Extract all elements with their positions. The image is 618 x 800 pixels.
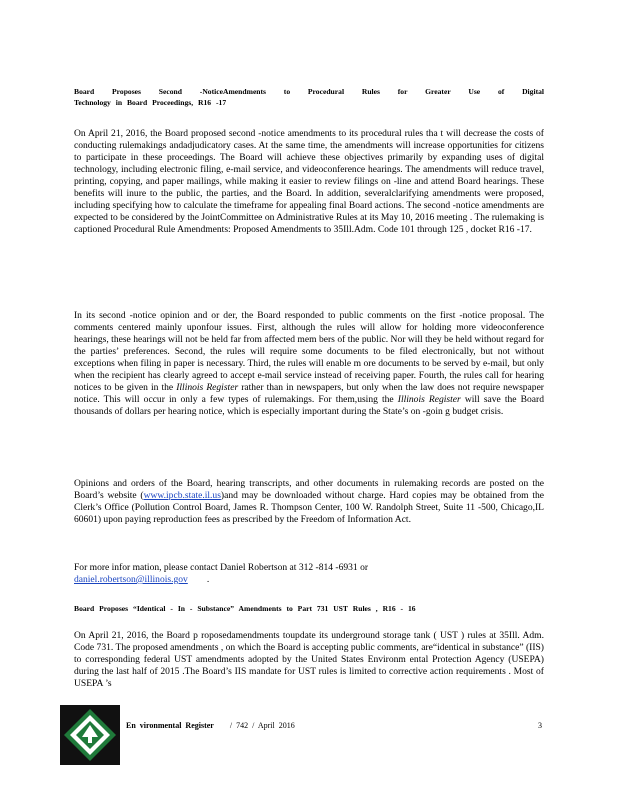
board-website-link[interactable]: www.ipcb.state.il.us — [143, 490, 221, 501]
illinois-register-italic-2: Illinois Register — [397, 394, 461, 405]
para4-text-b: . — [206, 574, 210, 585]
section1-paragraph-4 — [74, 562, 544, 586]
illinois-pcb-logo-icon — [60, 705, 120, 765]
para3-text-b: )and may be downloaded without charge. Hard copies may be obtained from the Clerk’s Office (Pollution Control Board, James R. Thompson Center, 100 W. Randolph Street, Suite 11 -500, Chicago,IL 60601) upon paying reproduction fees as prescribed by the Freedom of Information Act. — [74, 490, 544, 525]
para2-text-b: rather than in newspapers, but only when the law does not require newspaper notice. This will occur in only a few types of rulemakings. For them,using the — [74, 382, 544, 405]
contact-email-link[interactable]: daniel.robertson@illinois.gov — [74, 574, 188, 585]
page-number: 3 — [538, 721, 542, 730]
para4-text-a: For more infor mation, please contact Daniel Robertson at 312 -814 -6931 or — [74, 562, 369, 573]
illinois-register-italic-1: Illinois Register — [176, 382, 239, 393]
section2-paragraph-1: On April 21, 2016, the Board p roposedamendments toupdate its underground storage tank ( UST ) rules at 35Ill. Adm. Code 731. The proposed amendments , on which the Board is accepting public comments, are“identical in substance” (IIS) to corresponding federal UST amendments adopted by the United States Environm ental Protection Agency (USEPA) during the last half of 2015 .The Board’s IIS mandate for UST rules is limited to corrective action requirements . Most of USEPA ’s — [74, 630, 544, 689]
section1-paragraph-1: On April 21, 2016, the Board proposed second -notice amendments to its procedural rules tha t will decrease the costs of conducting rulemakings andadjudicatory cases. At the same time, the amendments will increase opportunities for citizens to participate in these proceedings. The Board will achieve these objectives primarily by expanding uses of digital technology, including electronic filing, e-mail service, and videoconference hearings. The amendments will reduce travel, printing, copying, and paper mailings, while making it easier to review filings on -line and attend Board hearings. These benefits will inure to the public, the parties, and the Board. In addition, severalclarifying amendments were proposed, including specifying how to calculate the timeframe for appealing final Board actions. The second -notice amendments are expected to be considered by the JointCommittee on Administrative Rules at its May 10, 2016 meeting . The rulemaking is captioned Procedural Rule Amendments: Proposed Amendments to 35Ill.Adm. Code 101 through 125 , docket R16 -17. — [74, 128, 544, 235]
section2-heading: Board Proposes “Identical - In - Substance” Amendments to Part 731 UST Rules , R16 - 16 — [74, 604, 416, 613]
page-footer — [60, 705, 550, 770]
section1-paragraph-2 — [74, 310, 544, 418]
para3-text-a: Opinions and orders of the Board, hearing transcripts, and other documents in rulemaking records are posted on the Board’s website ( — [74, 478, 544, 501]
section1-heading-line1: Board Proposes Second -NoticeAmendments to Procedural Rules for Greater Use of Digital — [74, 87, 544, 96]
section1-heading — [74, 86, 544, 108]
footer-issue: / 742 / April 2016 — [229, 721, 295, 730]
footer-publication — [126, 721, 295, 730]
section1-heading-line2: Technology in Board Proceedings, R16 -17 — [74, 98, 227, 107]
footer-publication-title: En vironmental Register — [126, 721, 214, 730]
para2-text-c: will save the Board thousands of dollars per hearing notice, which is especially important during the State’s on -goin g budget crisis. — [74, 394, 544, 417]
section1-paragraph-3 — [74, 478, 544, 526]
para2-text-a: In its second -notice opinion and or der, the Board responded to public comments on the first -notice proposal. The comments centered mainly uponfour issues. First, although the rules will allow for holding more videoconference hearings, these hearings will not be held far from affected mem bers of the public. Nor will they be held without regard for the parties’ preferences. Second, the rules will require some documents to be filed electronically, but not without exceptions when filing in paper is necessary. Third, the rules will enable m ore documents to be served by e-mail, but only when the recipient has clearly agreed to accept e-mail service instead of receiving paper. Fourth, the rules call for hearing notices to be given in the — [74, 310, 544, 393]
